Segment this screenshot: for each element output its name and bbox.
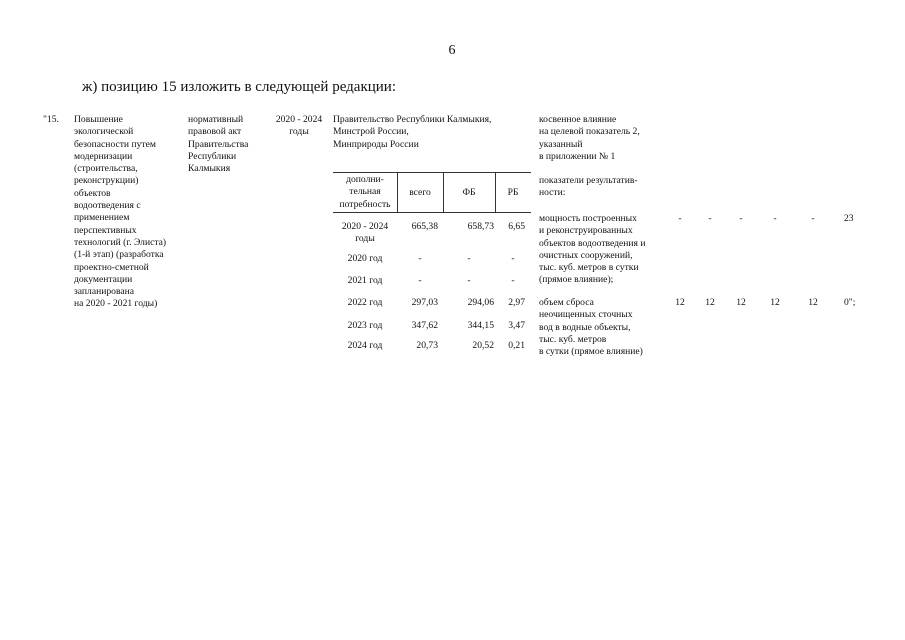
row-period: 2023 год [347,320,383,331]
indicator-value-2020: - [708,213,712,224]
row-fb: 20,52 [472,340,494,351]
row-period: 2020 - 2024 годы [341,221,389,245]
indicator-value-2020: 12 [705,297,715,308]
header-additional-need: дополни- тельная потребность [339,174,391,210]
needs-table-top-border [333,172,531,173]
row-period: 2024 год [347,340,383,351]
row-total: 297,03 [411,297,438,308]
row-rb: - [511,253,515,264]
row-rb: 0,21 [508,340,525,351]
header-total: всего [409,187,431,198]
heading: ж) позицию 15 изложить в следующей редакции: [82,79,396,95]
row-rb: 6,65 [508,221,525,232]
row-fb: 294,06 [467,297,494,308]
indicator-value-2021: - [739,213,743,224]
indicator-value-2023: 12 [808,297,818,308]
period: 2020 - 2024 годы [275,114,323,138]
row-fb: 658,73 [467,221,494,232]
row-fb: 344,15 [467,320,494,331]
influence-text: косвенное влияние на целевой показатель 2, указанный в приложении № 1 [539,114,640,162]
row-total: 665,38 [411,221,438,232]
indicator-text: мощность построенных и реконструированных объектов водоотведения и очистных сооружений, тыс. куб. метров в сутки (прямое влияние); [539,213,646,286]
indicator-value-2022: - [773,213,777,224]
row-total: - [418,253,422,264]
measure-name: Повышение экологической безопасности путем модернизации (строительства, реконструкции) объектов водоотведения с применением перспективных технологий (г. Элиста) (1-й этап) (разработка проектно-сметной документации запланирована на 2020 - 2021 годы) [74,114,167,310]
header-rb: РБ [507,187,519,198]
row-period: 2022 год [347,297,383,308]
executors: Правительство Республики Калмыкия, Минстрой России, Минприроды России [333,114,492,150]
row-rb: 2,97 [508,297,525,308]
row-rb: - [511,275,515,286]
row-fb: - [467,275,471,286]
row-total: 20,73 [416,340,438,351]
indicator-value-2019: - [678,213,682,224]
header-fb: ФБ [462,187,476,198]
row-total: 347,62 [411,320,438,331]
position-number: "15. [43,114,59,125]
row-rb: 3,47 [508,320,525,331]
indicator-text: объем сброса неочищенных сточных вод в водные объекты, тыс. куб. метров в сутки (прямое влияние) [539,297,643,358]
legal-act: нормативный правовой акт Правительства Республики Калмыкия [188,114,249,175]
indicator-value-2019: 12 [675,297,685,308]
row-total: - [418,275,422,286]
page-number: 6 [448,43,456,58]
row-period: 2020 год [347,253,383,264]
indicator-value-2024: 23 [844,213,854,224]
indicator-value-2022: 12 [770,297,780,308]
indicators-label: показатели результатив- ности: [539,175,638,199]
indicator-value-2021: 12 [736,297,746,308]
indicator-value-2024: 0"; [844,297,856,308]
row-period: 2021 год [347,275,383,286]
needs-table-header-border [333,212,531,213]
row-fb: - [467,253,471,264]
indicator-value-2023: - [811,213,815,224]
